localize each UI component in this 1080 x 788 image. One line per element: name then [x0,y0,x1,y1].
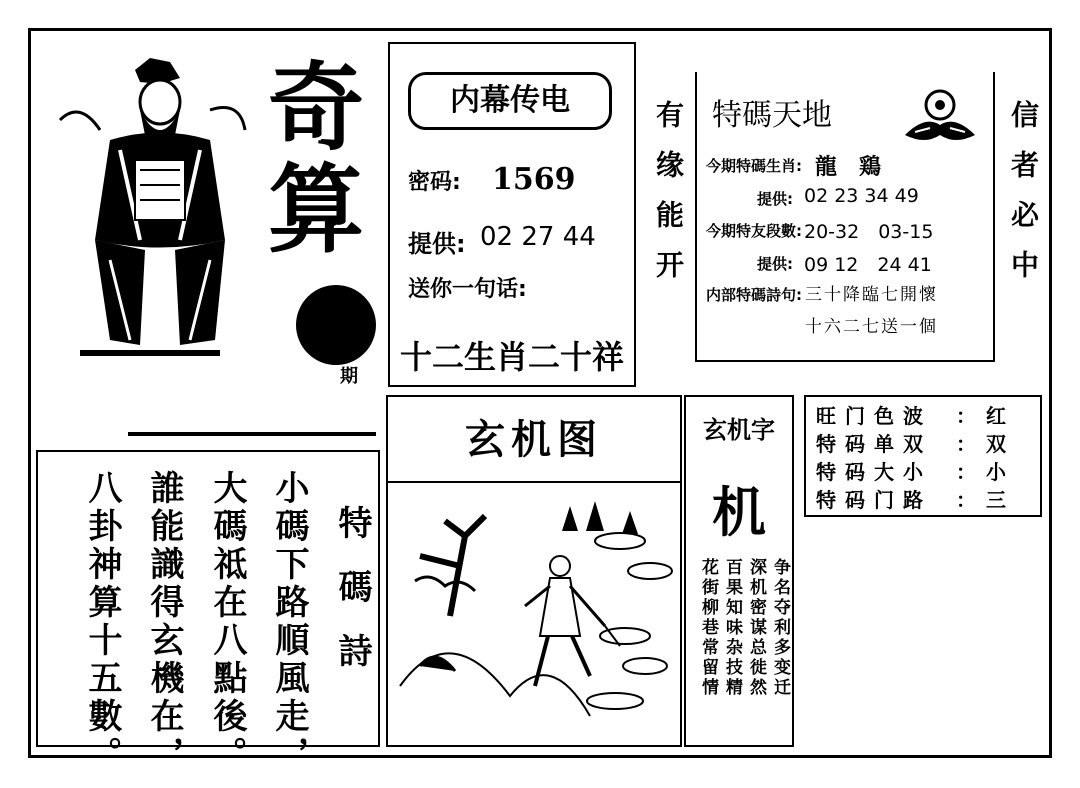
xuanji-zi-col-4: 花街柳巷常留情 [698,558,718,698]
fact-row [816,456,1036,484]
xuanji-tu-illustration [390,486,678,742]
xuanji-tu-divider [386,481,682,483]
xuanji-tu-heading: 玄机图 [465,417,603,463]
xuanji-zi-char: 机 [712,481,766,544]
fact-colon: ： [956,487,976,512]
issue-suffix: 期 [340,366,358,387]
phrase-text: 十二生肖二十祥 [400,338,625,376]
phrase-label: 送你一句话: [408,277,527,302]
range-value: 20-32 03-15 [804,221,934,243]
fact-row [816,428,1036,456]
password-label: 密码: [408,170,461,195]
fact-row [816,400,1036,428]
password-value: 1569 [492,162,576,197]
ink-blot [296,285,376,365]
banner-title-1: 奇 [268,52,364,164]
fact-label: 特码大小 [816,459,932,484]
flower-icon [900,80,980,150]
divider-line [128,432,376,436]
range-provide-label: 提供: [757,255,793,273]
fact-label: 特码门路 [816,487,932,512]
zodiac-value: 龍 鶏 [815,154,882,180]
fact-row [816,484,1036,512]
special-heading: 特碼天地 [712,98,832,133]
poem-line-1: 三十降臨七開懷 [805,285,938,305]
special-poem-col-4: 八卦神算十五數。 [82,470,122,774]
banner-title-2: 算 [268,154,364,266]
fact-value: 小 [986,459,1006,484]
provide-value: 02 27 44 [480,222,596,252]
xuanji-zi-col-2: 深机密谋总徙然 [746,558,766,698]
fact-label: 特码单双 [816,431,932,456]
fact-colon: ： [956,459,976,484]
zodiac-provide-value: 02 23 34 49 [804,185,919,207]
special-poem-col-1: 小碼下路順風走， [269,470,309,774]
fact-colon: ： [956,403,976,428]
slogan-left: 有缘能开 [652,100,685,300]
facts-list [816,400,1036,512]
zodiac-label: 今期特碼生肖: [706,157,802,175]
xuanji-zi-col-1: 争名夺利多变迁 [770,558,790,698]
xuanji-zi-heading: 玄机字 [703,416,775,444]
special-poem-title: 特碼詩 [332,505,372,697]
poem-label: 内部特碼詩句: [706,286,802,304]
range-provide-value: 09 12 24 41 [804,254,932,276]
zodiac-provide-label: 提供: [757,190,793,208]
insider-heading: 内幕传电 [408,72,612,130]
fact-value: 双 [986,431,1006,456]
fact-colon: ： [956,431,976,456]
special-poem-col-2: 大碼祗在八點後。 [207,470,247,774]
special-poem-col-3: 誰能識得玄機在， [144,470,184,774]
provide-label: 提供: [408,230,466,258]
xuanji-zi-col-3: 百果知味杂技精 [722,558,742,698]
fact-value: 红 [986,403,1006,428]
fact-value: 三 [986,487,1006,512]
fact-label: 旺门色波 [816,403,932,428]
deity-image [40,40,255,360]
poem-line-2: 十六二七送一個 [805,317,938,337]
range-label: 今期特友段數: [706,222,802,240]
slogan-right: 信者必中 [1007,100,1040,300]
